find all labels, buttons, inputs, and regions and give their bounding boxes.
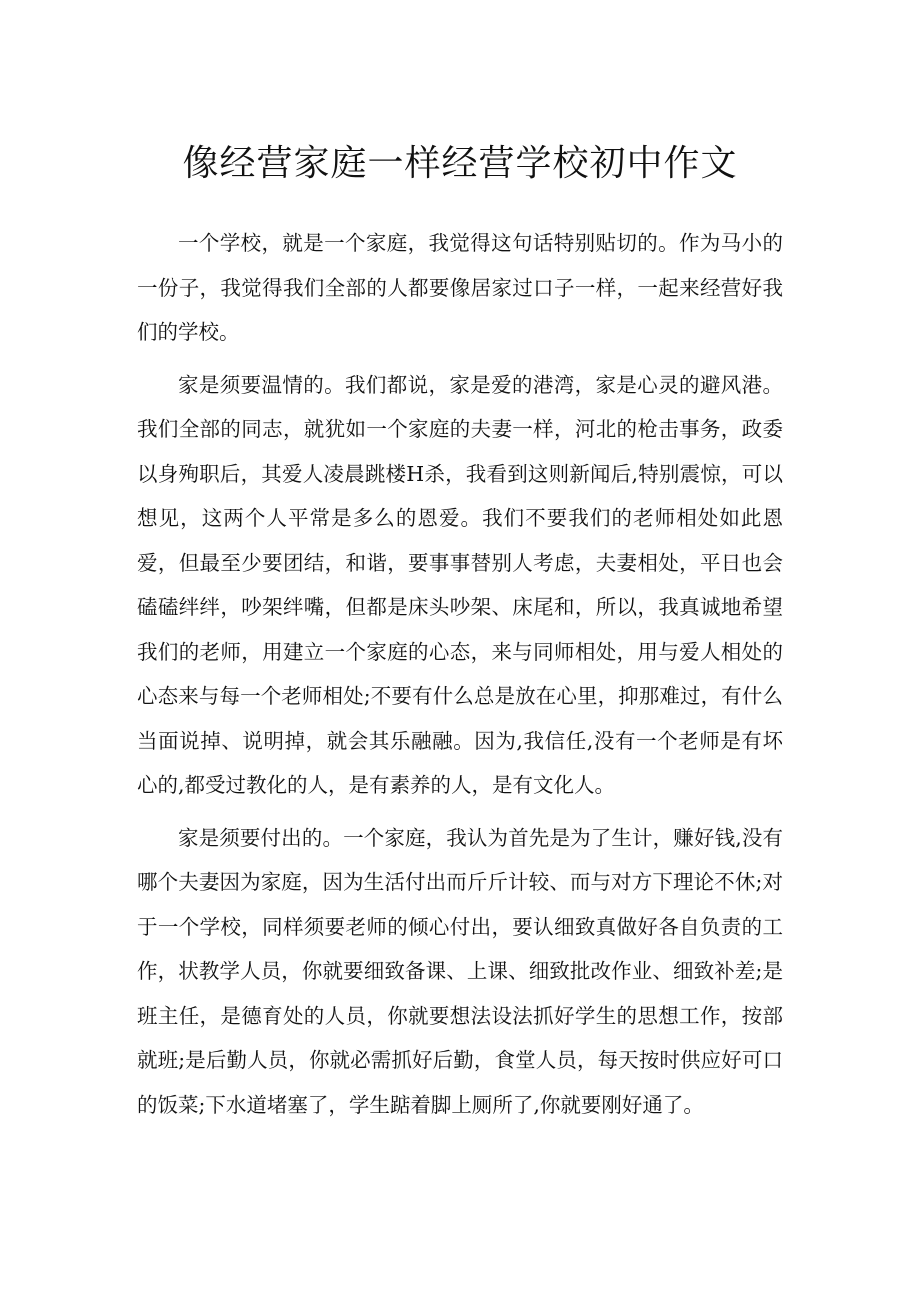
page-title: 像经营家庭一样经营学校初中作文 xyxy=(182,143,738,184)
document-body xyxy=(137,221,783,1135)
paragraph-warmth: 家是须要温情的。我们都说，家是爱的港湾，家是心灵的避风港。我们全部的同志，就犹如一个家庭的夫妻一样，河北的枪击事务，政委以身殉职后，其爱人凌晨跳楼H杀，我看到这则新闻后,特别震惊，可以想见，这两个人平常是多么的恩爱。我们不要我们的老师相处如此恩爱，但最至少要团结，和谐，要事事替别人考虑，夫妻相处，平日也会磕磕绊绊，吵架绊嘴，但都是床头吵架、床尾和，所以，我真诚地希望我们的老师，用建立一个家庭的心态，来与同师相处，用与爱人相处的心态来与每一个老师相处;不要有什么总是放在心里，抑那难过，有什么当面说掉、说明掉，就会其乐融融。因为,我信任,没有一个老师是有坏心的,都受过教化的人，是有素养的人，是有文化人。 xyxy=(137,372,783,797)
paragraph-intro: 一个学校，就是一个家庭，我觉得这句话特别贴切的。作为马小的一份子，我觉得我们全部的人都要像居家过口子一样，一起来经营好我们的学校。 xyxy=(137,231,783,344)
paragraph-contribution: 家是须要付出的。一个家庭，我认为首先是为了生计，赚好钱,没有哪个夫妻因为家庭，因为生活付出而斤斤计较、而与对方下理论不休;对于一个学校，同样须要老师的倾心付出，要认细致真做好各自负责的工作，状教学人员，你就要细致备课、上课、细致批改作业、细致补差;是班主任，是德育处的人员，你就要想法设法抓好学生的思想工作，按部就班;是后勤人员，你就必需抓好后勤，食堂人员，每天按时供应好可口的饭菜;下水道堵塞了，学生踮着脚上厕所了,你就要刚好通了。 xyxy=(137,825,783,1117)
